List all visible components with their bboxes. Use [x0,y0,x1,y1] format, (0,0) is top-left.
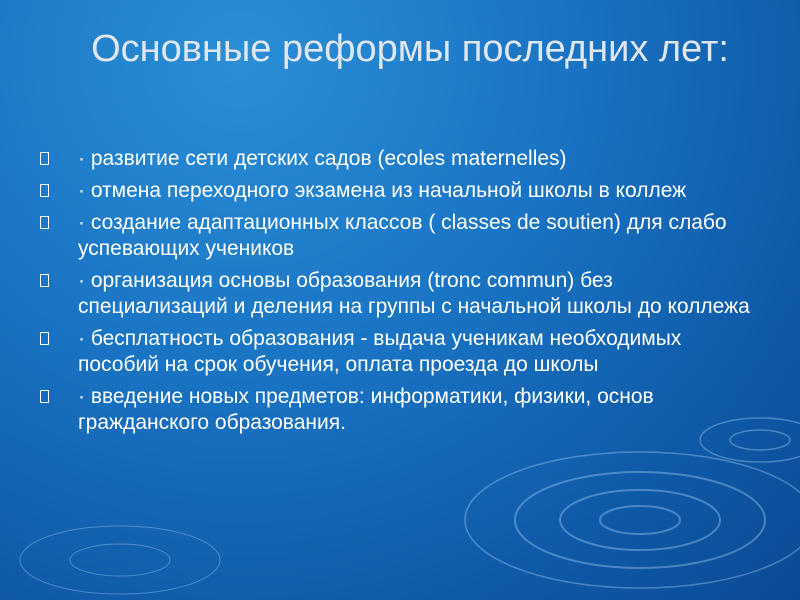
bullet-item [40,268,752,320]
bullet-text: · отмена переходного экзамена из начальной школы в коллеж [78,179,687,202]
slide-title: Основные реформы последних лет: [91,28,729,70]
bullet-item [40,146,752,172]
bullet-item [40,384,752,436]
bullet-item [40,210,752,262]
bullet-marker-icon [40,332,49,345]
bullet-item [40,178,752,204]
bullet-marker-icon [40,152,49,165]
bullet-marker-icon [40,390,49,403]
bullet-item [40,326,752,378]
bullet-marker-icon [40,184,49,197]
bullet-text: · введение новых предметов: информатики, физики, основ гражданского образования. [78,385,654,434]
bullet-marker-icon [40,274,49,287]
bullet-text: · бесплатность образования - выдача ученикам необходимых пособий на срок обучения, оплата проезда до школы [78,327,682,376]
bullet-text: · организация основы образования (tronc commun) без специализаций и деления на группы с начальной школы до коллежа [78,269,750,318]
bullet-text: · развитие сети детских садов (ecoles maternelles) [78,147,567,170]
bullet-marker-icon [40,216,49,229]
bullet-text: · создание адаптационных классов ( classes de soutien) для слабо успевающих учеников [78,211,727,260]
bullet-list [40,146,752,442]
